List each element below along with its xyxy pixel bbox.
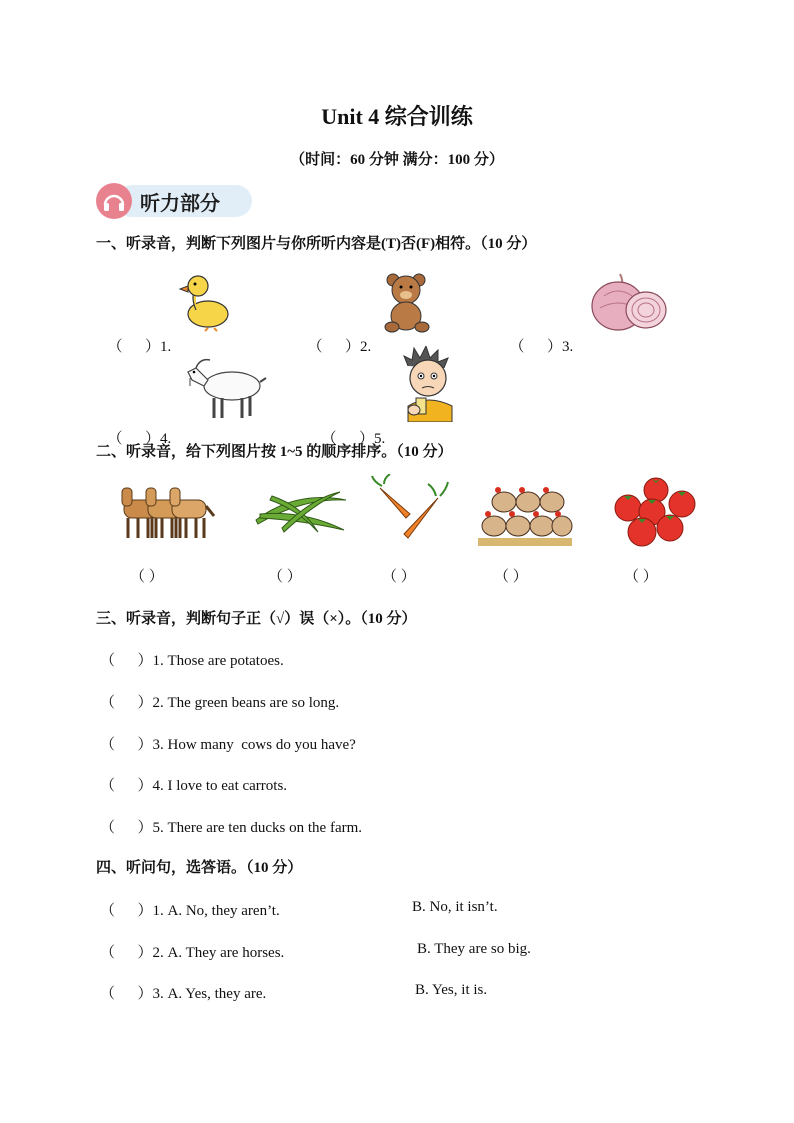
- s4-item-1: [100, 899, 280, 920]
- onion-picture: [590, 270, 668, 334]
- item-number: 2.: [360, 339, 372, 355]
- s3-item-4: [100, 774, 287, 795]
- s1-item-1: [100, 318, 171, 356]
- s3-item-2: [100, 691, 339, 712]
- duck-picture: [178, 270, 230, 332]
- item-number: 3.: [562, 339, 574, 355]
- s4-item-2: [100, 941, 284, 962]
- answer-paren[interactable]: （ ）: [100, 986, 153, 1002]
- answer-paren[interactable]: （ ）: [107, 431, 161, 447]
- s3-item-3: [100, 733, 356, 754]
- sentence: 2. The green beans are so long.: [152, 695, 340, 711]
- answer-paren[interactable]: （ ）: [100, 695, 153, 711]
- s4-item-2-option-b: B. They are so big.: [417, 941, 531, 957]
- answer-paren[interactable]: （ ）: [307, 339, 361, 355]
- item-number: 4.: [160, 431, 172, 447]
- answer-paren[interactable]: （ ）: [509, 339, 563, 355]
- answer-paren[interactable]: （ ）: [100, 945, 153, 961]
- sentence: 3. How many cows do you have?: [152, 737, 356, 753]
- order-answer-paren-5[interactable]: （ ）: [624, 569, 658, 585]
- s3-item-5: [100, 816, 362, 837]
- order-answer-paren-3[interactable]: （ ）: [382, 569, 416, 585]
- horses-picture: [118, 482, 216, 542]
- option-a: 2. A. They are horses.: [152, 945, 285, 961]
- tomatoes-picture: [612, 476, 698, 548]
- option-a: 1. A. No, they aren’t.: [152, 903, 280, 919]
- section-1-heading: 一、听录音，判断下列图片与你所听内容是(T)否(F)相符。（10 分）: [96, 236, 537, 252]
- boy-with-drink-picture: [396, 346, 466, 422]
- s4-item-1-option-b: B. No, it isn’t.: [412, 899, 498, 915]
- sentence: 4. I love to eat carrots.: [152, 778, 288, 794]
- teddy-bear-picture: [384, 272, 432, 334]
- s1-item-3: [502, 318, 573, 356]
- answer-paren[interactable]: （ ）: [100, 820, 153, 836]
- item-number: 5.: [374, 431, 386, 447]
- answer-paren[interactable]: （ ）: [321, 431, 375, 447]
- sentence: 1. Those are potatoes.: [152, 653, 284, 669]
- section-3-heading: 三、听录音，判断句子正（√）误（×）。（10 分）: [96, 611, 417, 627]
- option-a: 3. A. Yes, they are.: [152, 986, 267, 1002]
- s3-item-1: [100, 649, 284, 670]
- headphones-icon: [96, 183, 132, 219]
- answer-paren[interactable]: （ ）: [100, 903, 153, 919]
- answer-paren[interactable]: （ ）: [107, 339, 161, 355]
- s1-item-2: [300, 318, 371, 356]
- green-beans-picture: [252, 486, 350, 538]
- carrots-picture: [370, 474, 450, 546]
- s4-item-3-option-b: B. Yes, it is.: [415, 982, 488, 998]
- hens-picture: [476, 482, 574, 548]
- item-number: 1.: [160, 339, 172, 355]
- answer-paren[interactable]: （ ）: [100, 653, 153, 669]
- page-title: Unit 4 综合训练: [321, 104, 473, 129]
- order-answer-paren-4[interactable]: （ ）: [494, 569, 528, 585]
- section-4-heading: 四、听问句，选答语。（10 分）: [96, 860, 303, 876]
- answer-paren[interactable]: （ ）: [100, 737, 153, 753]
- goat-picture: [182, 354, 268, 420]
- sentence: 5. There are ten ducks on the farm.: [152, 820, 363, 836]
- answer-paren[interactable]: （ ）: [100, 778, 153, 794]
- order-answer-paren-1[interactable]: （ ）: [130, 569, 164, 585]
- exam-info: （时间：60 分钟 满分：100 分）: [290, 152, 504, 168]
- order-answer-paren-2[interactable]: （ ）: [268, 569, 302, 585]
- badge-label: 听力部分: [140, 191, 220, 215]
- section-2-heading: 二、听录音，给下列图片按 1~5 的顺序排序。（10 分）: [96, 444, 453, 460]
- s4-item-3: [100, 982, 266, 1003]
- listening-badge: [96, 183, 254, 219]
